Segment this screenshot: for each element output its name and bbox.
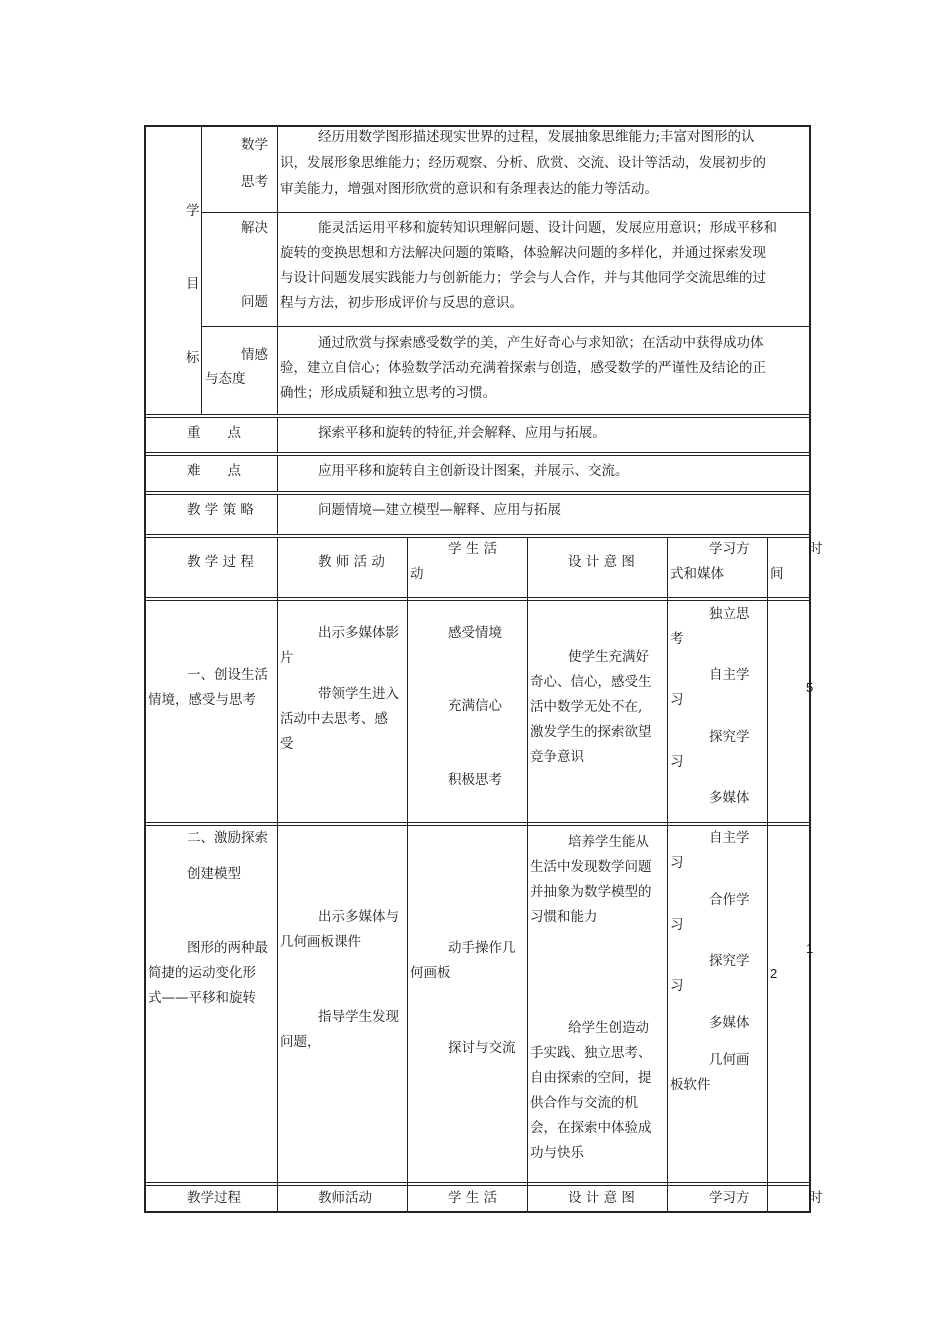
step1-design-4: 激发学生的探索欲望 — [530, 724, 652, 740]
header-time-2: 间 — [770, 566, 784, 582]
step2-design-10: 功与快乐 — [530, 1145, 584, 1161]
step1-teacher-4: 活动中去思考、感 — [280, 711, 388, 727]
header-student-2: 动 — [410, 566, 424, 582]
step2-time-2: 2 — [770, 966, 778, 981]
step1-student-1: 感受情境 — [448, 625, 502, 641]
step1-design-1: 使学生充满好 — [568, 649, 649, 665]
strategy-text: 问题情境—建立模型—解释、应用与拓展 — [318, 502, 561, 518]
step2-process-2: 创建模型 — [187, 866, 241, 882]
footer-design: 设 计 意 图 — [568, 1190, 635, 1206]
step2-teacher-4: 问题， — [280, 1034, 321, 1050]
footer-method: 学习方 — [709, 1190, 750, 1206]
step2-method-1: 自主学 — [709, 830, 750, 846]
step1-method-7: 多媒体 — [709, 790, 750, 806]
step2-student-3: 探讨与交流 — [448, 1040, 516, 1056]
step1-teacher-2: 片 — [280, 650, 294, 666]
step2-student-2: 何画板 — [410, 965, 451, 981]
step1-design-5: 竞争意识 — [530, 749, 584, 765]
step2-time-1: 1 — [806, 941, 814, 956]
step1-student-3: 积极思考 — [448, 772, 502, 788]
step1-design-2: 奇心、信心，感受生 — [530, 674, 652, 690]
header-student-1: 学 生 活 — [448, 541, 498, 557]
step2-process-5: 式——平移和旋转 — [148, 990, 256, 1006]
difficulty-text: 应用平移和旋转自主创新设计图案，并展示、交流。 — [318, 463, 629, 479]
goal-attitude-text-1: 通过欣赏与探索感受数学的美，产生好奇心与求知欲；在活动中获得成功体 — [318, 335, 764, 351]
goals-side-label-2: 目 — [186, 276, 200, 292]
step1-design-3: 活中数学无处不在, — [530, 699, 643, 715]
goal-solve-text-2: 旋转的变换思想和方法解决问题的策略，体验解决问题的多样化，并通过探索发现 — [280, 245, 766, 261]
header-process: 教 学 过 程 — [187, 554, 254, 570]
step2-process-3: 图形的两种最 — [187, 940, 268, 956]
step1-time: 5 — [806, 680, 814, 695]
footer-teacher: 教师活动 — [318, 1190, 372, 1206]
goal-solve-text-4: 程与方法，初步形成评价与反思的意识。 — [280, 295, 523, 311]
step2-method-7: 多媒体 — [709, 1015, 750, 1031]
step2-design-9: 会，在探索中体验成 — [530, 1120, 652, 1136]
step2-method-4: 习 — [670, 917, 684, 933]
header-teacher: 教 师 活 动 — [318, 554, 385, 570]
step1-teacher-3: 带领学生进入 — [318, 686, 399, 702]
goal-attitude-label-1: 情感 — [241, 347, 268, 363]
step1-method-4: 习 — [670, 692, 684, 708]
step1-method-5: 探究学 — [709, 729, 750, 745]
goal-math-text-3: 审美能力，增强对图形欣赏的意识和有条理表达的能力等活动。 — [280, 181, 658, 197]
step2-method-3: 合作学 — [709, 892, 750, 908]
goals-side-label-1: 学 — [186, 203, 200, 219]
step2-teacher-2: 几何画板课件 — [280, 934, 361, 950]
goal-solve-label-1: 解决 — [241, 220, 268, 236]
key-point-text: 探索平移和旋转的特征,并会解释、应用与拓展。 — [318, 425, 606, 441]
header-method-2: 式和媒体 — [670, 566, 724, 582]
goal-math-text-2: 识，发展形象思维能力；经历观察、分析、欣赏、交流、设计等活动，发展初步的 — [280, 155, 766, 171]
step1-method-1: 独立思 — [709, 606, 750, 622]
step2-method-9: 板软件 — [670, 1077, 711, 1093]
step1-student-2: 充满信心 — [448, 698, 502, 714]
step1-method-3: 自主学 — [709, 667, 750, 683]
step2-design-8: 供合作与交流的机 — [530, 1095, 638, 1111]
step2-process-4: 简捷的运动变化形 — [148, 965, 256, 981]
goal-math-label-1: 数学 — [241, 137, 268, 153]
step2-teacher-3: 指导学生发现 — [318, 1009, 399, 1025]
footer-student: 学 生 活 — [448, 1190, 498, 1206]
header-time-1: 时 — [809, 541, 823, 557]
step2-method-2: 习 — [670, 855, 684, 871]
step2-teacher-1: 出示多媒体与 — [318, 909, 399, 925]
goal-solve-text-1: 能灵活运用平移和旋转知识理解问题、设计问题，发展应用意识；形成平移和 — [318, 220, 777, 236]
step2-design-4: 习惯和能力 — [530, 909, 598, 925]
step2-design-1: 培养学生能从 — [568, 834, 649, 850]
step2-design-6: 手实践、独立思考、 — [530, 1045, 652, 1061]
step2-method-6: 习 — [670, 978, 684, 994]
step1-process-1: 一、创设生活 — [187, 667, 268, 683]
step1-process-2: 情境，感受与思考 — [148, 692, 256, 708]
goal-attitude-text-3: 确性；形成质疑和独立思考的习惯。 — [280, 385, 496, 401]
step1-teacher-1: 出示多媒体影 — [318, 625, 399, 641]
footer-time: 时 — [809, 1190, 823, 1206]
step2-design-7: 自由探索的空间，提 — [530, 1070, 652, 1086]
step1-method-6: 习 — [670, 754, 684, 770]
goal-solve-text-3: 与设计问题发展实践能力与创新能力；学会与人合作，并与其他同学交流思维的过 — [280, 270, 766, 286]
step2-method-5: 探究学 — [709, 953, 750, 969]
step2-process-1: 二、激励探索 — [187, 830, 268, 846]
strategy-label: 教 学 策 略 — [187, 502, 254, 518]
step2-student-1: 动手操作几 — [448, 940, 516, 956]
goal-attitude-text-2: 验，建立自信心；体验数学活动充满着探索与创造，感受数学的严谨性及结论的正 — [280, 360, 766, 376]
goal-solve-label-2: 问题 — [241, 294, 268, 310]
goal-math-label-2: 思考 — [241, 174, 268, 190]
step1-teacher-5: 受 — [280, 736, 294, 752]
goal-math-text-1: 经历用数学图形描述现实世界的过程，发展抽象思维能力;丰富对图形的认 — [318, 129, 755, 145]
key-point-label: 重 点 — [187, 425, 241, 441]
step2-design-2: 生活中发现数学问题 — [530, 859, 652, 875]
header-design: 设 计 意 图 — [568, 554, 635, 570]
difficulty-label: 难 点 — [187, 463, 241, 479]
step2-design-3: 并抽象为数学模型的 — [530, 884, 652, 900]
goals-side-label-3: 标 — [186, 350, 200, 366]
step1-method-2: 考 — [670, 631, 684, 647]
header-method-1: 学习方 — [709, 541, 750, 557]
step2-design-5: 给学生创造动 — [568, 1020, 649, 1036]
step2-method-8: 几何画 — [709, 1052, 750, 1068]
footer-process: 教学过程 — [187, 1190, 241, 1206]
goal-attitude-label-2: 与态度 — [205, 371, 246, 387]
